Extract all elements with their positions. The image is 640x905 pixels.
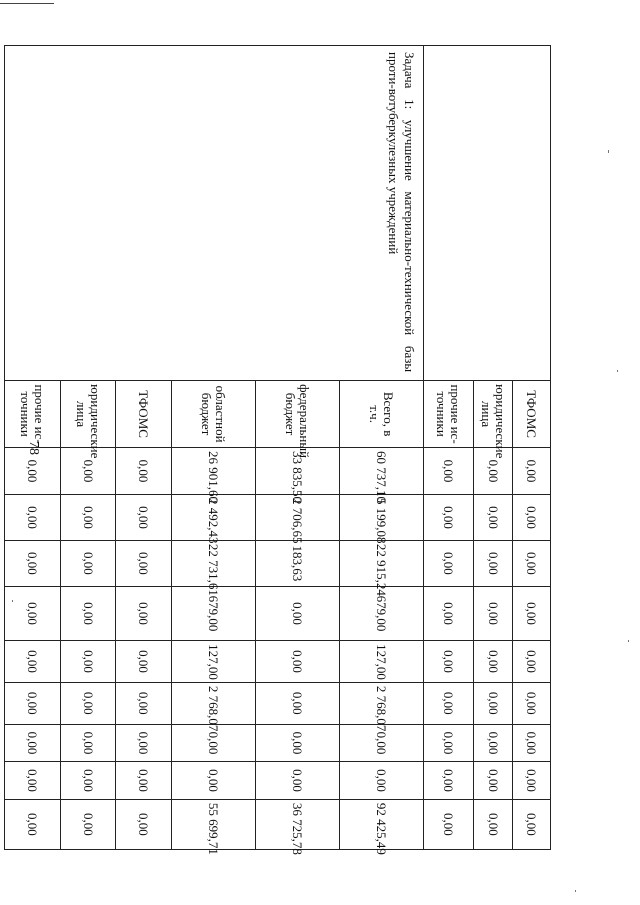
amount-cell: 0,00 [474,447,513,494]
funding-source-label: Всего, в т.ч. [340,381,424,448]
table-row [340,46,424,850]
total-value-cell: 0,00 [61,799,116,849]
scan-speck [617,370,618,372]
amount-cell: 0,00 [116,762,172,800]
total-value-cell: 0,00 [5,799,61,849]
amount-cell: 0,00 [116,540,172,586]
amount-cell: 0,00 [5,586,61,640]
amount-cell: 127,00 [172,641,256,683]
amount-cell: 0,00 [424,540,474,586]
amount-cell: 0,00 [513,762,551,800]
amount-cell: 0,00 [61,586,116,640]
amount-cell: 0,00 [513,540,551,586]
funding-source-label: юридические лица [61,381,116,448]
funding-source-label: прочие ис-точники [424,381,474,448]
amount-cell: 0,00 [474,682,513,724]
amount-cell: 26 901,60 [172,447,256,494]
amount-cell: 33 835,50 [256,447,340,494]
amount-cell: 2 492,43 [172,494,256,540]
total-value-cell: 0,00 [116,799,172,849]
funding-source-label: областной бюджет [172,381,256,448]
amount-cell: 0,00 [61,494,116,540]
amount-cell: 0,00 [5,682,61,724]
total-value-cell: 0,00 [424,799,474,849]
total-value-cell: 55 699,71 [172,799,256,849]
budget-table [4,45,551,855]
amount-cell: 0,00 [61,641,116,683]
budget-table-frame [18,45,551,855]
amount-cell: 0,00 [424,586,474,640]
amount-cell: 0,00 [474,586,513,640]
total-value-cell: 92 425,49 [340,799,424,849]
amount-cell: 0,00 [5,762,61,800]
amount-cell: 0,00 [61,447,116,494]
scan-speck [628,640,629,642]
table-row [513,46,551,850]
amount-cell: 0,00 [424,447,474,494]
amount-cell: 0,00 [424,494,474,540]
amount-cell: 0,00 [116,682,172,724]
amount-cell: 0,00 [61,762,116,800]
amount-cell: 0,00 [340,762,424,800]
task-description-cell [424,46,551,381]
amount-cell: 0,00 [5,540,61,586]
amount-cell: 0,00 [424,724,474,762]
task-description-cell: Задача 1: улучшение материально-технической базы проти-вотуберкулезных учреждений [5,46,424,381]
amount-cell: 0,00 [474,540,513,586]
amount-cell: 0,00 [5,494,61,540]
amount-cell: 0,00 [474,762,513,800]
amount-cell: 0,00 [5,447,61,494]
amount-cell: 2 706,65 [256,494,340,540]
amount-cell: 0,00 [256,641,340,683]
amount-cell: 0,00 [116,641,172,683]
funding-source-label: ТФОМС [116,381,172,448]
amount-cell: 0,00 [116,494,172,540]
amount-cell: 183,63 [256,540,340,586]
page-number: 78 [26,441,41,455]
amount-cell: 0,00 [474,494,513,540]
total-value-cell: 36 725,78 [256,799,340,849]
scan-edge-line [0,3,54,4]
funding-source-label: юридические лица [474,381,513,448]
amount-cell: 0,00 [5,641,61,683]
amount-cell: 0,00 [513,641,551,683]
amount-cell: 0,00 [424,641,474,683]
amount-cell: 22 915,24 [340,540,424,586]
amount-cell: 0,00 [513,586,551,640]
amount-cell: 0,00 [256,586,340,640]
total-value-cell: 0,00 [513,799,551,849]
amount-cell: 0,00 [61,682,116,724]
amount-cell: 0,00 [424,682,474,724]
funding-source-label: федеральный бюджет [256,381,340,448]
funding-source-label: ТФОМС [513,381,551,448]
table-body [5,46,551,855]
rotated-table-wrapper [18,45,551,855]
amount-cell: 0,00 [116,586,172,640]
amount-cell: 0,00 [61,724,116,762]
amount-cell: 0,00 [116,447,172,494]
amount-cell: 60 737,10 [340,447,424,494]
amount-cell: 127,00 [340,641,424,683]
amount-cell: 0,00 [513,682,551,724]
funding-source-label: прочие ис-точники [5,381,61,448]
amount-cell: 0,00 [61,540,116,586]
amount-cell: 2 768,07 [172,682,256,724]
amount-cell: 679,00 [172,586,256,640]
amount-cell: 0,00 [513,447,551,494]
amount-cell: 0,00 [256,762,340,800]
scan-speck [575,890,576,892]
amount-cell: 0,00 [256,724,340,762]
amount-cell: 0,00 [172,762,256,800]
amount-cell: 2 768,07 [340,682,424,724]
amount-cell: 0,00 [424,762,474,800]
amount-cell: 0,00 [116,724,172,762]
amount-cell: 22 731,61 [172,540,256,586]
amount-cell: 0,00 [474,724,513,762]
amount-cell: 5 199,08 [340,494,424,540]
amount-cell: 0,00 [5,724,61,762]
amount-cell: 0,00 [513,724,551,762]
amount-cell: 679,00 [340,586,424,640]
amount-cell: 0,00 [340,724,424,762]
total-value-cell: 0,00 [474,799,513,849]
amount-cell: 0,00 [172,724,256,762]
amount-cell: 0,00 [474,641,513,683]
amount-cell: 0,00 [513,494,551,540]
scan-speck [608,150,609,153]
amount-cell: 0,00 [256,682,340,724]
